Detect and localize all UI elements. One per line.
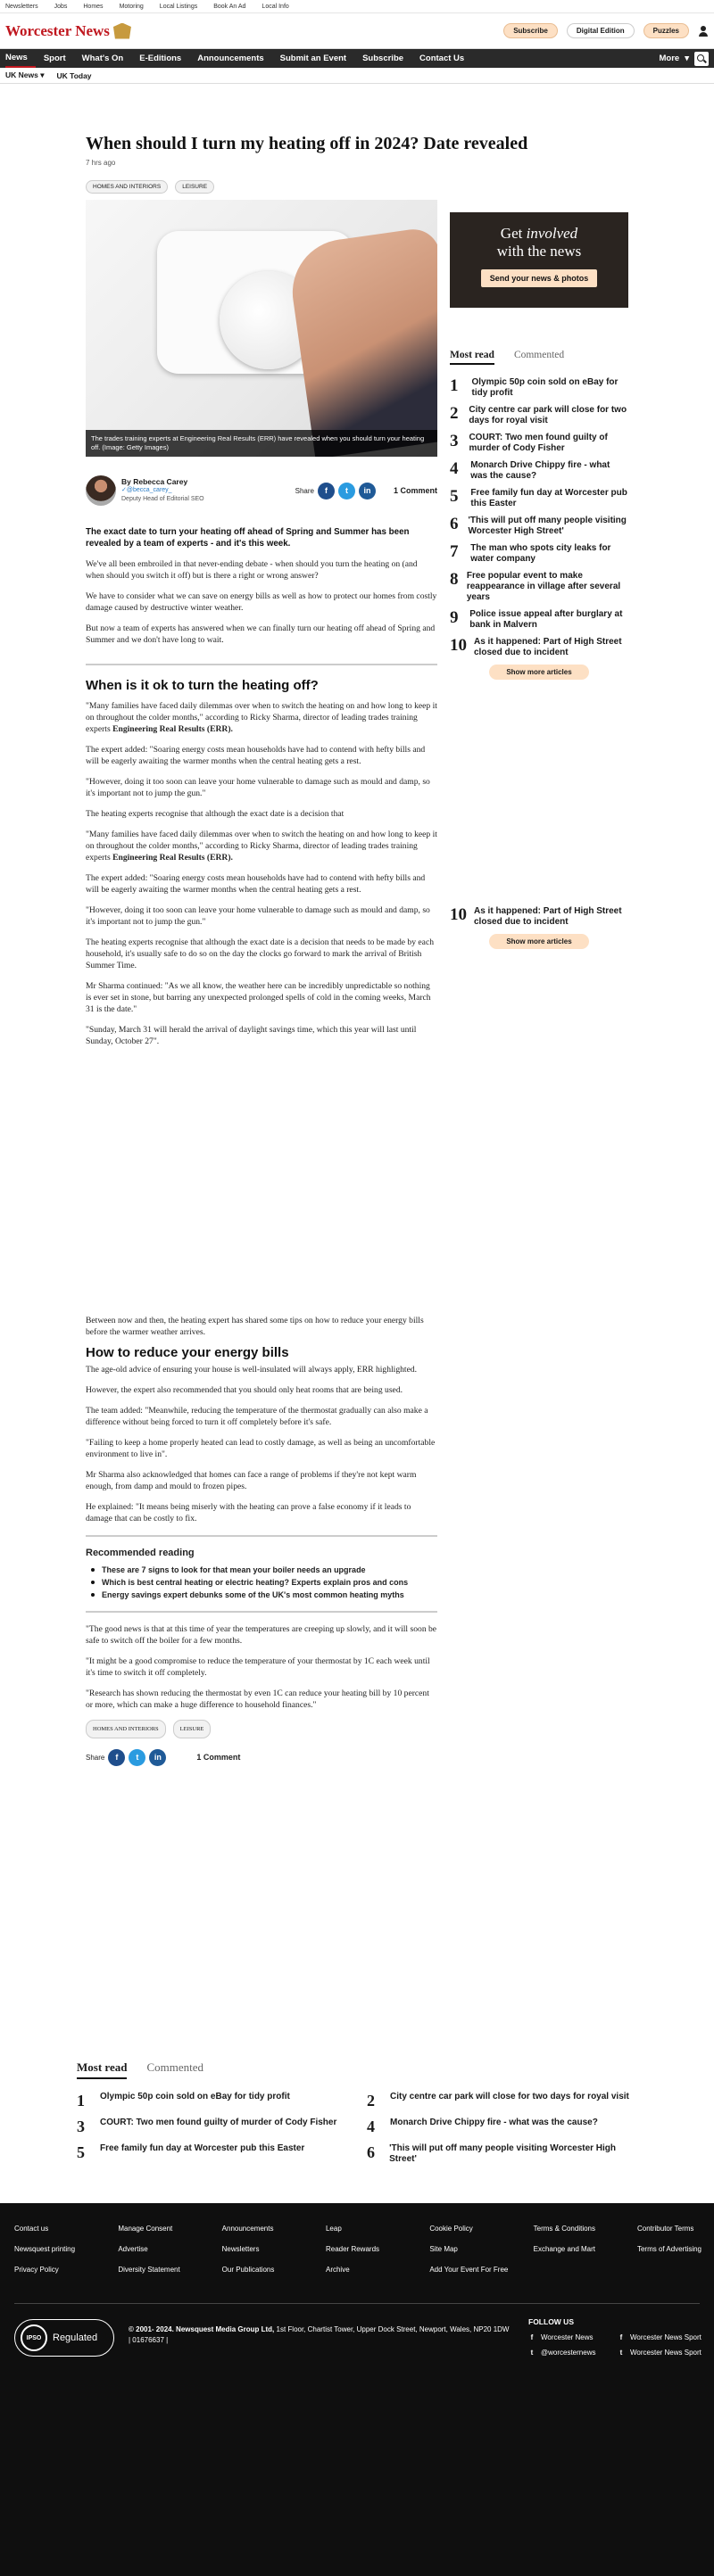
copyright-owner: © 2001- 2024. Newsquest Media Group Ltd, (129, 2325, 275, 2333)
subnav-uk-today[interactable]: UK Today (56, 70, 92, 80)
follow-title: FOLLOW US (528, 2317, 574, 2326)
paragraph: However, the expert also recommended that you should only heat rooms that are being used. (86, 1385, 403, 1395)
article-headline: When should I turn my heating off in 2024? Date revealed (86, 134, 528, 153)
tag-homes[interactable]: HOMES AND INTERIORS (86, 1720, 166, 1738)
headline-link[interactable]: COURT: Two men found guilty of murder of Cody Fisher (100, 2118, 337, 2127)
tag-homes[interactable]: HOMES AND INTERIORS (86, 180, 168, 194)
follow-link[interactable] (618, 2333, 707, 2341)
show-more-button[interactable]: Show more articles (489, 934, 589, 949)
ipso-badge[interactable] (14, 2319, 114, 2357)
ipso-text: Regulated (53, 2332, 98, 2343)
headline-link[interactable]: Police issue appeal after burglary at bank in Malvern (469, 609, 623, 630)
linkedin-icon[interactable]: in (149, 1749, 166, 1766)
nav-item-contact[interactable]: Contact Us (419, 54, 465, 63)
quote-text: "Many families have faced daily dilemmas over when to switch the heating on and how long to keep it on throughout the colder months," according to Ricky Sharma, director of leading trades training experts (86, 701, 437, 734)
footer-link[interactable]: Announcements (221, 2225, 274, 2233)
list-item[interactable] (77, 2118, 340, 2136)
list-item[interactable] (77, 2143, 340, 2165)
err-link[interactable]: Engineering Real Results (ERR). (112, 724, 233, 734)
follow-label: Worcester News (541, 2333, 594, 2341)
footer-link[interactable]: Newsquest printing (14, 2245, 76, 2253)
nav-item-sport[interactable]: Sport (43, 54, 66, 63)
footer-link[interactable]: Terms of Advertising (636, 2245, 702, 2253)
list-item[interactable] (450, 377, 628, 399)
paragraph: "Research has shown reducing the thermostat by even 1C can reduce your heating bill by 10 percent or more, which can make a huge difference to household finances." (86, 1688, 429, 1710)
follow-link[interactable] (528, 2349, 618, 2357)
utility-link[interactable]: Book An Ad (213, 3, 246, 10)
sub-nav (0, 68, 714, 84)
paragraph: The heating experts recognise that although the exact date is a decision that needs to be made by each household, it's usually safe to do so on the day the clocks go forward to mark the arrival of British Summer Time. (86, 937, 434, 970)
tag-leisure[interactable]: LEISURE (175, 180, 214, 194)
divider (86, 1535, 437, 1537)
crest-icon (113, 23, 131, 39)
promo-text: Get (500, 225, 527, 242)
tab-most-read[interactable]: Most read (450, 350, 494, 365)
footer-link[interactable]: Advertise (118, 2245, 148, 2253)
most-read-sidebar (450, 350, 628, 680)
twitter-icon: t (530, 2349, 534, 2357)
paragraph: "However, doing it too soon can leave your home vulnerable to damage such as mould and damp, so it's important not to jump the gun." (86, 905, 430, 927)
paragraph: Between now and then, the heating expert has shared some tips on how to reduce your energy bills before the warmer weather arrives. (86, 1316, 424, 1337)
author-info (121, 477, 204, 504)
headline-link[interactable]: Monarch Drive Chippy fire - what was the cause? (390, 2118, 598, 2127)
paragraph: The heating experts recognise that although the exact date is a decision that (86, 809, 345, 819)
subscribe-button[interactable]: Subscribe (503, 23, 558, 38)
headline-link[interactable]: Free family fun day at Worcester pub this Easter (100, 2143, 305, 2153)
rank-number: 2 (450, 404, 459, 423)
puzzles-button[interactable]: Puzzles (643, 23, 689, 38)
show-more-button[interactable]: Show more articles (489, 665, 589, 680)
promo-line2: with the news (496, 243, 582, 260)
bottom-most-read-grid (77, 2092, 630, 2165)
headline-link[interactable]: City centre car park will close for two days for royal visit (469, 405, 627, 425)
rank-number: 10 (450, 905, 467, 924)
headline-link[interactable]: City centre car park will close for two days for royal visit (390, 2092, 629, 2101)
share-label: Share (295, 486, 314, 495)
list-item[interactable] (450, 405, 628, 426)
search-icon[interactable] (694, 52, 709, 66)
footer-link[interactable]: Add Your Event For Free (429, 2266, 509, 2274)
rank-number: 6 (367, 2143, 375, 2161)
recommended-link[interactable]: Energy savings expert debunks some of the UK's most common heating myths (86, 1589, 437, 1600)
rank-number: 8 (450, 570, 459, 589)
footer-link[interactable]: Reader Rewards (325, 2245, 380, 2253)
paragraph: The team added: "Meanwhile, reducing the temperature of the thermostat gradually can also make a difference without being forced to turn it off completely before it's safe. (86, 1406, 428, 1427)
bottom-most-read (77, 2060, 630, 2165)
hero-image (86, 200, 437, 457)
facebook-icon: f (530, 2333, 534, 2341)
utility-link[interactable]: Local Info (262, 3, 289, 10)
paragraph: We have to consider what we can save on energy bills as well as how to protect our homes from costly damage caused by destructive winter weather. (86, 591, 437, 613)
author-role: Deputy Head of Editorial SEO (121, 496, 204, 502)
recommended-title: Recommended reading (86, 1548, 195, 1558)
rank-number: 9 (450, 608, 459, 627)
paragraph: Mr Sharma also acknowledged that homes can face a range of problems if they're not kept warm enough, from damp and mould to frozen pipes. (86, 1470, 417, 1491)
utility-link[interactable]: Jobs (54, 3, 68, 10)
tab-commented[interactable]: Commented (513, 350, 565, 360)
nav-more-label: More (659, 54, 680, 63)
list-item[interactable] (77, 2092, 340, 2110)
twitter-icon: ✓ (121, 487, 127, 493)
footer-link[interactable]: Contributor Terms (636, 2225, 694, 2233)
comments-link[interactable]: 1 Comment (196, 1753, 241, 1762)
utility-link[interactable]: Local Listings (159, 3, 198, 10)
rank-number: 4 (450, 459, 459, 478)
copyright-address: 1st Floor, Chartist Tower, Upper Dock Street, Newport, Wales, NP20 1DW | 01676637 | (129, 2325, 510, 2344)
site-footer (0, 2203, 714, 2576)
copyright (129, 2324, 512, 2346)
paragraph: "The good news is that at this time of year the temperatures are creeping up slowly, and it will soon be safe to switch off the boiler for a few months. (86, 1624, 437, 1646)
paragraph: The expert added: "Soaring energy costs mean households have had to contend with hefty bills and will be eagerly awaiting the warmer months when the central heating gets a rest. (86, 745, 426, 766)
paragraph: The age-old advice of ensuring your house is well-insulated will always apply, ERR highlighted. (86, 1365, 418, 1375)
author-handle-text: @becca_carey_ (126, 487, 172, 493)
headline-link[interactable]: Free family fun day at Worcester pub this Easter (470, 488, 627, 508)
send-news-promo (450, 212, 628, 308)
list-item[interactable] (450, 637, 628, 658)
facebook-icon: f (619, 2333, 623, 2341)
nav-more[interactable] (660, 52, 709, 66)
bottom-most-read-tabs (77, 2060, 630, 2079)
nav-item-announcements[interactable]: Announcements (197, 54, 264, 63)
recommended-link[interactable]: Which is best central heating or electric heating? Experts explain pros and cons (86, 1577, 437, 1588)
tab-most-read[interactable]: Most read (77, 2060, 127, 2079)
nav-item-e-editions[interactable]: E-Editions (139, 54, 182, 63)
list-item[interactable] (450, 571, 628, 603)
recommended-link[interactable]: These are 7 signs to look for that mean your boiler needs an upgrade (86, 1565, 437, 1575)
footer-link[interactable]: Our Publications (221, 2266, 275, 2274)
utility-link[interactable]: Newsletters (5, 3, 38, 10)
headline-link[interactable]: COURT: Two men found guilty of murder of Cody Fisher (469, 433, 608, 453)
hand-illustration (286, 226, 437, 457)
subnav-label: UK News (5, 70, 38, 79)
utility-bar (0, 0, 714, 13)
site-logo[interactable] (5, 22, 131, 40)
follow-row (528, 2333, 707, 2341)
paragraph: Mr Sharma continued: "As we all know, the weather here can be incredibly unpredictable so nothing is ever set in stone, but barring any unexpected prolonged spells of cold in the coming weeks, March 31 is the date." (86, 981, 431, 1014)
author-name[interactable]: By Rebecca Carey (121, 477, 188, 486)
tab-commented[interactable]: Commented (146, 2060, 203, 2074)
footer-link[interactable]: Terms & Conditions (533, 2225, 595, 2233)
quote-text: "Many families have faced daily dilemmas over when to switch the heating on and how long to keep it on throughout the colder months," according to Ricky Sharma, director of leading trades training experts (86, 830, 437, 863)
headline-link[interactable]: As it happened: Part of High Street closed due to incident (474, 637, 622, 657)
paragraph: He explained: "It means being miserly with the heating can prove a false economy if it leads to damage that can be costly to fix. (86, 1502, 411, 1523)
paragraph (86, 829, 437, 863)
rank-number: 5 (450, 487, 459, 506)
utility-link[interactable]: Homes (83, 3, 104, 10)
twitter-icon[interactable]: t (338, 483, 355, 500)
paragraph: The expert added: "Soaring energy costs mean households have had to contend with hefty bills and will be eagerly awaiting the warmer months when the central heating gets a rest. (86, 873, 426, 895)
section-heading: How to reduce your energy bills (86, 1345, 289, 1360)
site-logo-text: Worcester News (5, 21, 110, 39)
err-link[interactable]: Engineering Real Results (ERR). (112, 853, 233, 863)
headline-link[interactable]: 'This will put off many people visiting Worcester High Street' (468, 516, 627, 536)
nav-item-whats-on[interactable]: What's On (81, 54, 124, 63)
section-heading: When is it ok to turn the heating off? (86, 678, 319, 693)
footer-link[interactable]: Newsletters (221, 2245, 260, 2253)
twitter-icon: t (619, 2349, 623, 2357)
main-nav (0, 49, 714, 68)
chevron-down-icon: ▾ (40, 70, 45, 79)
share-bar (295, 483, 437, 500)
footer-link[interactable]: Diversity Statement (118, 2266, 180, 2274)
footer-divider (14, 2303, 700, 2304)
headline-link[interactable]: Monarch Drive Chippy fire - what was the cause? (470, 460, 610, 481)
facebook-icon[interactable]: f (108, 1749, 125, 1766)
image-caption: The trades training experts at Engineering Real Results (ERR) have revealed when you should turn your heating off. (Image: Getty Images) (86, 430, 437, 457)
share-bar-bottom (86, 1749, 437, 1766)
list-item[interactable] (450, 906, 628, 928)
follow-label: Worcester News Sport (630, 2333, 702, 2341)
rank-number: 6 (450, 515, 459, 533)
follow-label: Worcester News Sport (630, 2349, 702, 2357)
paragraph: "However, doing it too soon can leave your home vulnerable to damage such as mould and damp, so it's important not to jump the gun." (86, 777, 430, 798)
tag-list (86, 180, 214, 194)
paragraph: "It might be a good compromise to reduce the temperature of your thermostat by 1C each week until it's time to switch it off completely. (86, 1656, 430, 1678)
facebook-icon[interactable]: f (318, 483, 335, 500)
rank-number: 10 (450, 636, 467, 655)
promo-emphasis: involved (526, 225, 578, 242)
list-item[interactable] (367, 2092, 630, 2110)
footer-link[interactable]: Manage Consent (118, 2225, 173, 2233)
list-item[interactable] (450, 609, 628, 631)
headline-link[interactable]: Olympic 50p coin sold on eBay for tidy profit (100, 2092, 290, 2101)
rank-number: 5 (77, 2143, 85, 2161)
digital-edition-button[interactable]: Digital Edition (567, 23, 635, 38)
article-body-continued (86, 1315, 437, 1766)
article-lead: The exact date to turn your heating off ahead of Spring and Summer has been revealed by a team of experts - and it's this week. (86, 527, 410, 549)
twitter-icon[interactable]: t (129, 1749, 145, 1766)
paragraph: "Failing to keep a home properly heated can lead to costly damage, as well as being an uncomfortable environment to live in". (86, 1438, 436, 1459)
paragraph: We've all been embroiled in that never-ending debate - when should you turn the heating on (and when should you switch it off) but is there a right or wrong answer? (86, 559, 418, 581)
headline-link[interactable]: As it happened: Part of High Street closed due to incident (474, 906, 622, 927)
linkedin-icon[interactable]: in (359, 483, 376, 500)
chevron-down-icon: ▾ (685, 54, 689, 63)
list-item[interactable] (450, 543, 628, 565)
article-body (86, 526, 437, 1056)
headline-link[interactable]: Free popular event to make reappearance in village after several years (466, 571, 621, 602)
headline-link[interactable]: The man who spots city leaks for water company (470, 543, 611, 564)
divider (86, 664, 437, 665)
rank-number: 1 (450, 376, 459, 395)
subnav-uk-news[interactable] (5, 70, 45, 80)
rank-number: 4 (367, 2118, 375, 2135)
most-read-sticky (450, 906, 628, 949)
nav-item-news[interactable]: News (5, 49, 36, 68)
footer-link[interactable]: Archive (325, 2266, 350, 2274)
promo-line1 (450, 225, 628, 243)
divider (86, 1611, 437, 1613)
follow-link[interactable] (528, 2333, 618, 2341)
rank-number: 7 (450, 542, 459, 561)
list-item[interactable] (450, 488, 628, 509)
comments-link[interactable]: 1 Comment (393, 486, 437, 495)
author-handle[interactable] (121, 486, 204, 495)
follow-us (528, 2317, 707, 2364)
rank-number: 1 (77, 2092, 85, 2110)
send-news-button[interactable]: Send your news & photos (481, 269, 598, 287)
nav-item-subscribe[interactable]: Subscribe (362, 54, 404, 63)
rank-number: 3 (77, 2118, 85, 2135)
footer-link[interactable]: Privacy Policy (14, 2266, 59, 2274)
footer-links (14, 2225, 702, 2274)
footer-link[interactable]: Contact us (14, 2225, 49, 2233)
paragraph: "Sunday, March 31 will herald the arrival of daylight savings time, which this year will last until Sunday, October 27". (86, 1025, 417, 1046)
nav-item-submit-event[interactable]: Submit an Event (279, 54, 347, 63)
list-item[interactable] (450, 433, 628, 454)
follow-row (528, 2349, 707, 2357)
posted-time: 7 hrs ago (86, 159, 116, 167)
tag-leisure[interactable]: LEISURE (173, 1720, 212, 1738)
utility-link[interactable]: Motoring (119, 3, 144, 10)
rank-number: 2 (367, 2092, 375, 2110)
footer-link[interactable]: Exchange and Mart (533, 2245, 596, 2253)
footer-link[interactable]: Cookie Policy (429, 2225, 473, 2233)
paragraph (86, 700, 437, 735)
user-icon[interactable] (698, 26, 709, 37)
list-item[interactable] (450, 516, 628, 537)
rank-number: 3 (450, 432, 459, 450)
follow-label: @worcesternews (541, 2349, 596, 2357)
headline-link[interactable]: Olympic 50p coin sold on eBay for tidy profit (471, 377, 619, 398)
avatar[interactable] (86, 475, 116, 506)
tag-list-bottom (86, 1720, 437, 1738)
headline-link[interactable]: 'This will put off many people visiting Worcester High Street' (389, 2143, 617, 2164)
list-item[interactable] (367, 2143, 630, 2165)
ipso-logo-icon: IPSO (21, 2324, 47, 2351)
footer-link[interactable]: Site Map (429, 2245, 458, 2253)
follow-link[interactable] (618, 2349, 707, 2357)
brand-actions (503, 23, 709, 38)
most-read-tabs (450, 350, 628, 365)
list-item[interactable] (450, 460, 628, 482)
author-bar (86, 473, 437, 508)
list-item[interactable] (367, 2118, 630, 2136)
share-label: Share (86, 1754, 105, 1762)
footer-link[interactable]: Leap (325, 2225, 342, 2233)
paragraph: But now a team of experts has answered when we can finally turn our heating off ahead of Spring and Summer and we don't have long to wait. (86, 623, 436, 645)
brand-bar (0, 13, 714, 49)
